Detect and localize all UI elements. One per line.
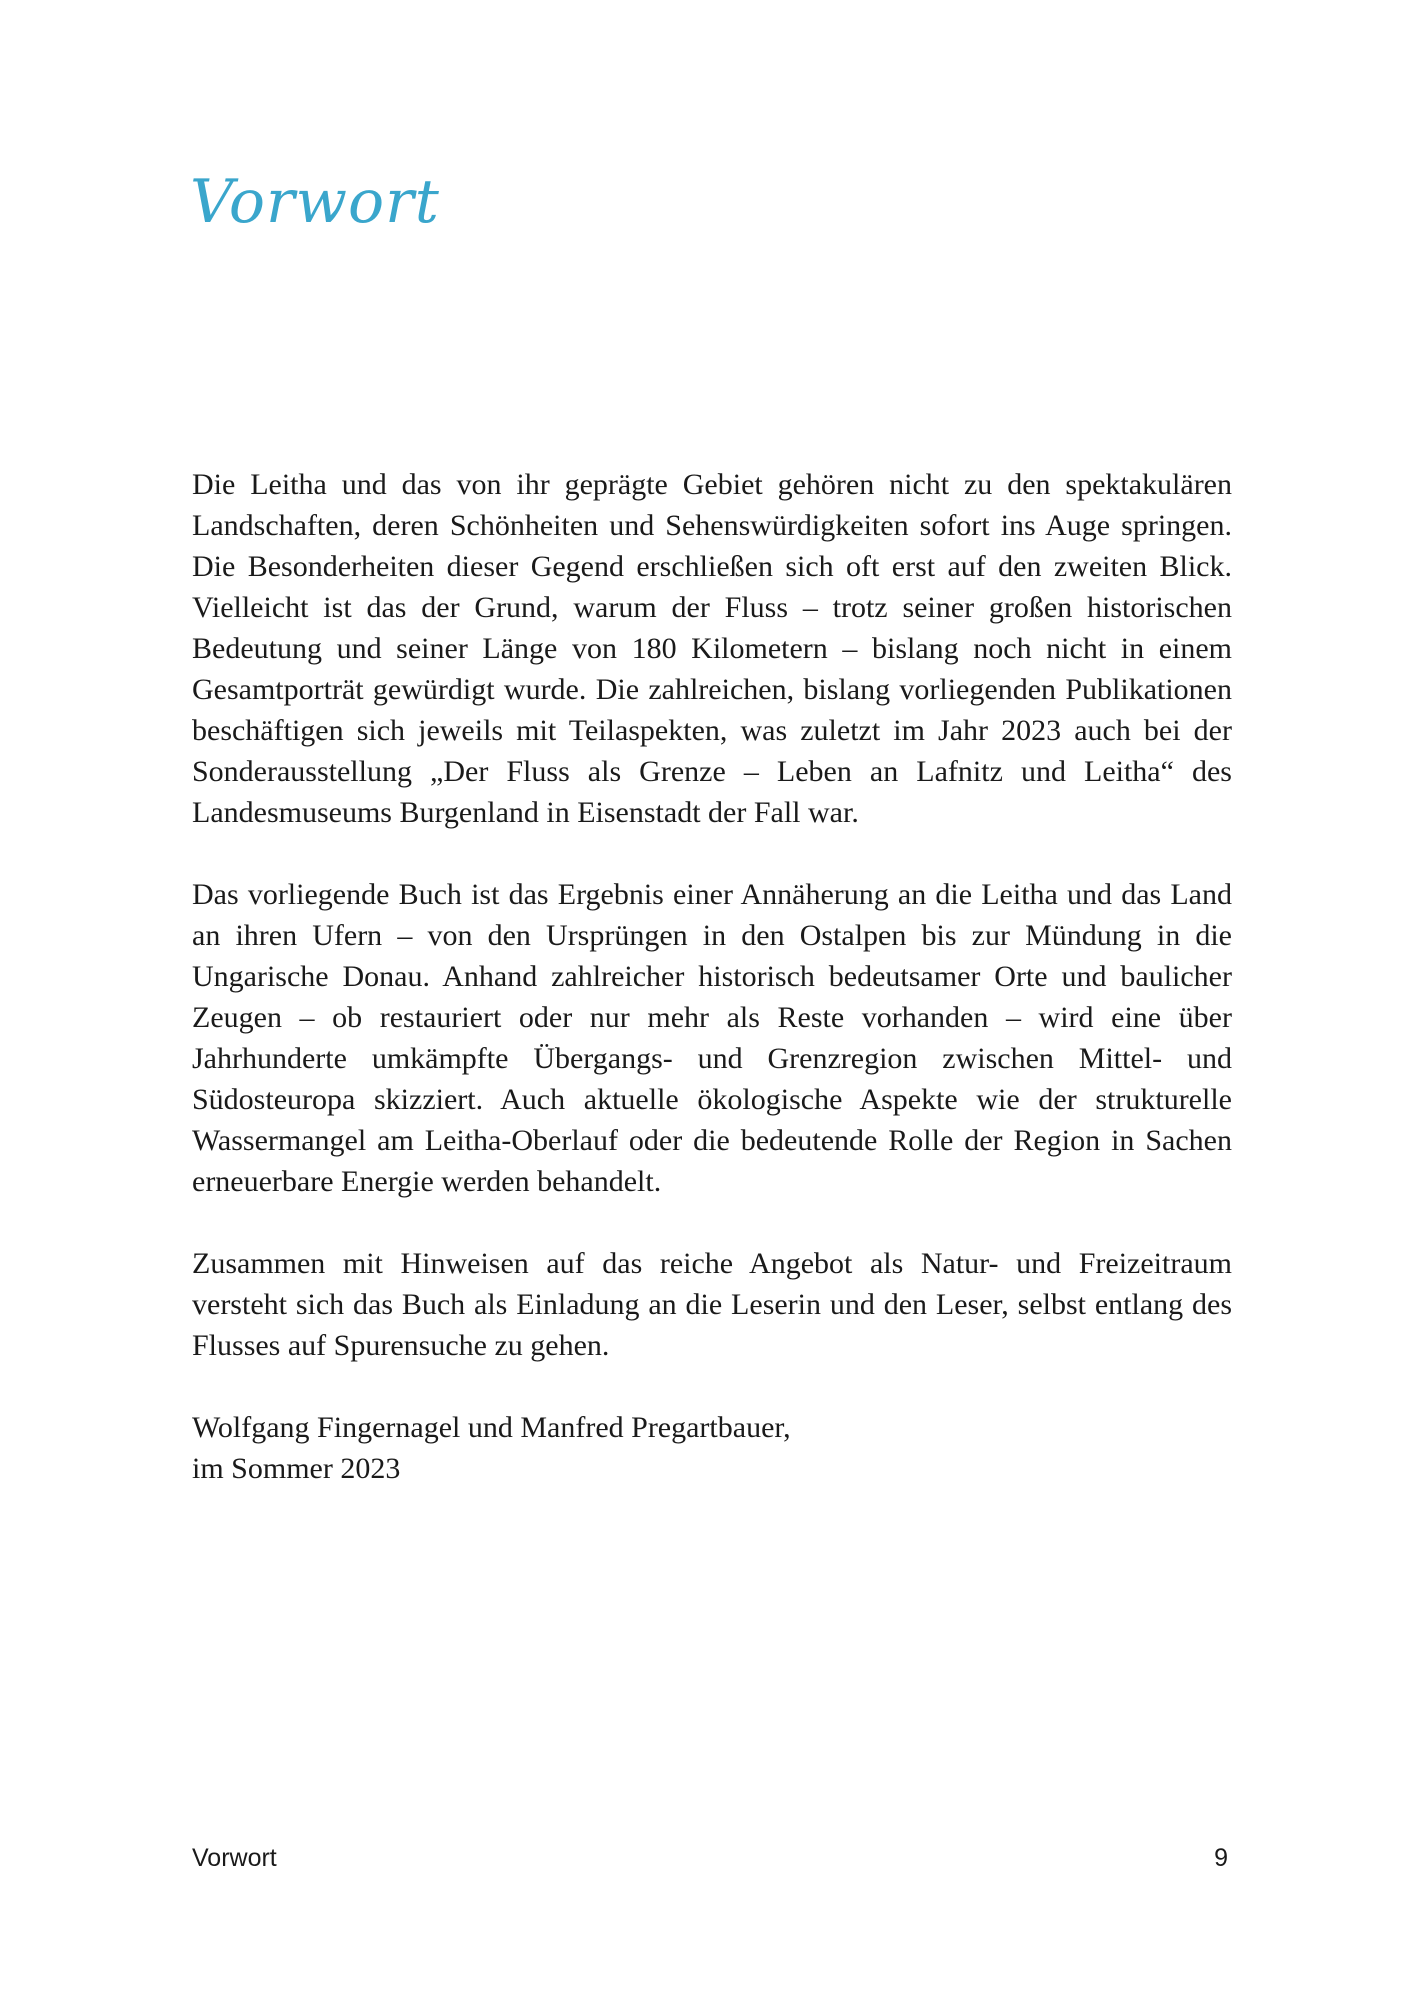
signature-date: im Sommer 2023 bbox=[192, 1452, 401, 1485]
chapter-title: Vorwort bbox=[190, 167, 440, 237]
body-text bbox=[192, 464, 1232, 1489]
signature-authors: Wolfgang Fingernagel und Manfred Pregartbauer, bbox=[192, 1411, 791, 1444]
paragraph-book-content: Das vorliegende Buch ist das Ergebnis einer Annäherung an die Leitha und das Land an ihren Ufern – von den Ursprüngen in den Ostalpen bis zur Mündung in die Ungarische Donau. Anhand zahlreicher historisch bedeutsamer Orte und baulicher Zeugen – ob restauriert oder nur mehr als Reste vorhanden – wird eine über Jahrhunderte umkämpfte Übergangs- und Grenzregion zwischen Mittel- und Südosteuropa skizziert. Auch aktuelle ökologische Aspekte wie der strukturelle Wassermangel am Leitha-Oberlauf oder die bedeutende Rolle der Region in Sachen erneuerbare Energie werden behandelt. bbox=[192, 878, 1232, 1198]
paragraph-invitation: Zusammen mit Hinweisen auf das reiche Angebot als Natur- und Freizeitraum versteht sich das Buch als Einladung an die Leserin und den Leser, selbst entlang des Flusses auf Spurensuche zu gehen. bbox=[192, 1247, 1232, 1362]
paragraph-intro: Die Leitha und das von ihr geprägte Gebiet gehören nicht zu den spektakulären Landschaften, deren Schönheiten und Sehenswürdigkeiten sofort ins Auge springen. Die Besonderheiten dieser Gegend erschließen sich oft erst auf den zweiten Blick. Vielleicht ist das der Grund, warum der Fluss – trotz seiner großen historischen Bedeutung und seiner Länge von 180 Kilometern – bislang noch nicht in einem Gesamtporträt gewürdigt wurde. Die zahlreichen, bislang vorliegenden Publikationen beschäftigen sich jeweils mit Teilaspekten, was zuletzt im Jahr 2023 auch bei der Sonderausstellung „Der Fluss als Grenze – Leben an Lafnitz und Leitha“ des Landesmuseums Burgenland in Eisenstadt der Fall war. bbox=[192, 468, 1232, 829]
page-number: 9 bbox=[1214, 1844, 1228, 1872]
running-footer-section: Vorwort bbox=[192, 1844, 277, 1872]
signature bbox=[192, 1407, 1232, 1489]
